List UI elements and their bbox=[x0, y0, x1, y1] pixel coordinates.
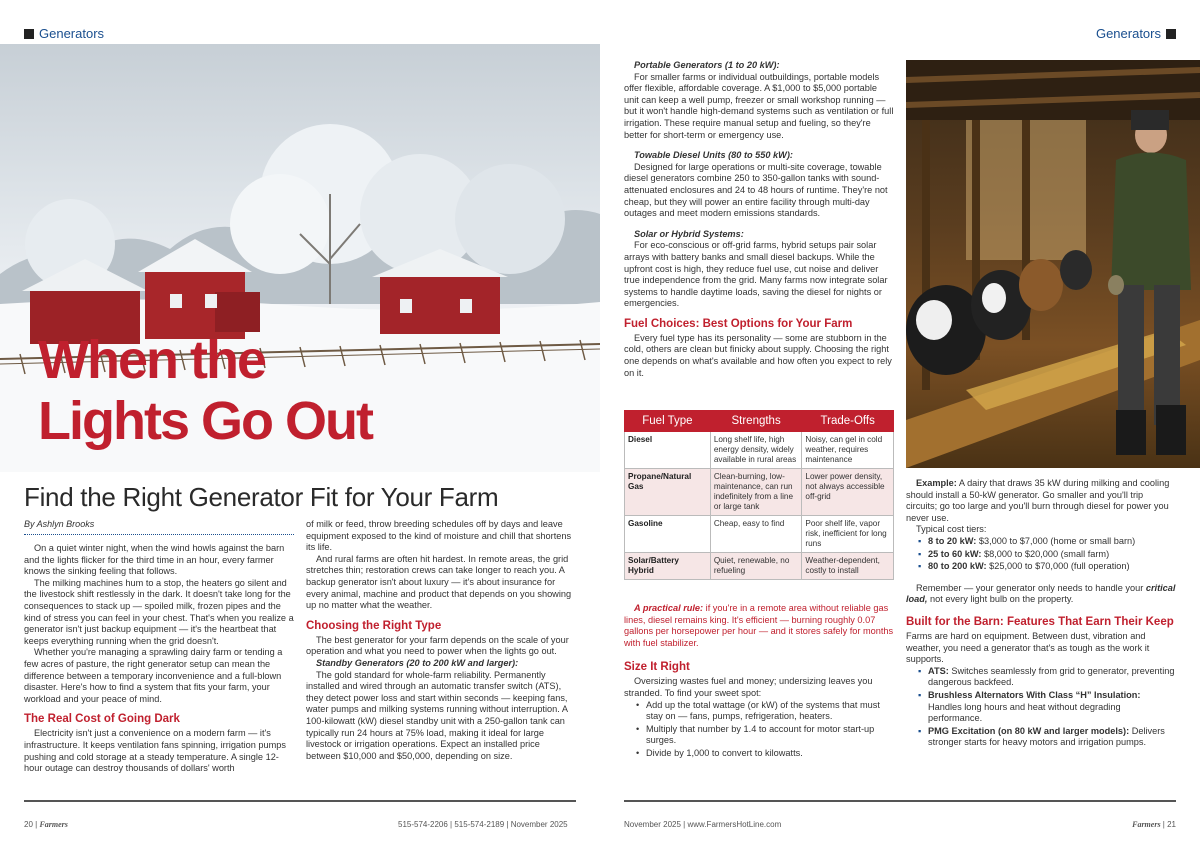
bottom-rule-left bbox=[24, 800, 576, 802]
table-cell: Cheap, easy to find bbox=[710, 516, 802, 553]
feature-value: Handles long hours and heat without degrading performance. bbox=[928, 701, 1121, 724]
paragraph: On a quiet winter night, when the wind howls against the barn and the lights flicker for the third time in an hour, every farmer knows the sinking feeling that follows. bbox=[24, 543, 285, 577]
section-tag-left bbox=[24, 26, 104, 41]
remember-text-a: Remember — your generator only needs to handle your bbox=[916, 582, 1146, 593]
list-item bbox=[918, 536, 1176, 548]
right-column-1b bbox=[624, 603, 894, 761]
size-steps-list bbox=[636, 700, 894, 760]
table-cell: Quiet, renewable, no refueling bbox=[710, 553, 802, 580]
table-header: Trade-Offs bbox=[802, 411, 894, 432]
feature-label: ATS: bbox=[928, 665, 949, 676]
example-paragraph bbox=[906, 478, 1176, 524]
right-column-2 bbox=[906, 478, 1176, 750]
paragraph: The best generator for your farm depends on the scale of your operation and what you need to power when the lights go out. bbox=[306, 634, 569, 657]
heading-real-cost: The Real Cost of Going Dark bbox=[24, 713, 180, 726]
tier-label: 25 to 60 kW: bbox=[928, 548, 982, 559]
paragraph: Typical cost tiers: bbox=[916, 524, 987, 535]
table-row bbox=[625, 553, 894, 580]
paragraph: The gold standard for whole-farm reliability. Permanently installed and wired through an automatic transfer switch (ATS), they detect power loss and start within seconds — keeping fans, water pumps and milking systems running without interruption. A 100-kilowatt (kW) diesel standby unit with a 250-gallon tank can typically run 24 hours at 75% load, making it ideal for large livestock or irrigation operations. Expect an installed price between $10,000 and $50,000, depending on size. bbox=[306, 669, 568, 761]
feature-label: PMG Excitation (on 80 kW and larger models): bbox=[928, 725, 1130, 736]
table-header: Strengths bbox=[710, 411, 802, 432]
paragraph: Every fuel type has its personality — some are stubborn in the cold, others are clean but finicky about supply. Choosing the right one depends on what's available and how often you expect to rely on it. bbox=[624, 332, 892, 378]
practical-rule bbox=[624, 603, 894, 649]
table-row bbox=[625, 432, 894, 469]
article-subtitle: Find the Right Generator Fit for Your Farm bbox=[24, 482, 499, 512]
table-cell: Poor shelf life, vapor risk, inefficient for long runs bbox=[802, 516, 894, 553]
list-item bbox=[918, 561, 1176, 573]
tier-label: 8 to 20 kW: bbox=[928, 535, 977, 546]
table-cell: Diesel bbox=[625, 432, 711, 469]
table-header: Fuel Type bbox=[625, 411, 711, 432]
list-item bbox=[918, 666, 1176, 689]
table-cell: Noisy, can gel in cold weather, requires maintenance bbox=[802, 432, 894, 469]
headline bbox=[38, 330, 372, 452]
square-icon bbox=[1166, 29, 1176, 39]
table-cell: Gasoline bbox=[625, 516, 711, 553]
list-item: • Multiply that number by 1.4 to account for motor start-up surges. bbox=[636, 724, 894, 747]
barn-photo bbox=[906, 60, 1200, 468]
left-column-2 bbox=[306, 519, 576, 762]
remember-paragraph bbox=[906, 583, 1176, 606]
subheading-portable: Portable Generators (1 to 20 kW): bbox=[634, 60, 780, 70]
paragraph: Farms are hard on equipment. Between dust, vibration and weather, you need a generator that's as tough as the work it supports. bbox=[906, 630, 1150, 665]
fuel-comparison-table bbox=[624, 410, 894, 580]
footer-left: 20 | Farmers bbox=[24, 820, 68, 829]
page-number: 21 bbox=[1167, 820, 1176, 829]
bottom-rule-right bbox=[624, 800, 1176, 802]
practical-rule-text: if you're in a remote area without reliable gas lines, diesel remains king. It's efficient — burning roughly 0.07 gallons per horsepower per hour — and it stores safely for months with fuel stabilizer. bbox=[624, 603, 894, 648]
paragraph: For eco-conscious or off-grid farms, hybrid setups pair solar arrays with battery banks and small diesel backups. While the upfront cost is high, they reduce fuel use, cut noise and deliver true independence from the grid. Many farms now integrate solar systems to handle daytime loads, saving the diesel for nights or emergencies. bbox=[624, 240, 888, 309]
remember-text-c: not every light bulb on the property. bbox=[927, 594, 1074, 605]
subheading-standby: Standby Generators (20 to 200 kW and larger): bbox=[316, 657, 519, 668]
table-cell: Lower power density, not always accessible off-grid bbox=[802, 469, 894, 516]
feature-value: Delivers stronger starts for heavy motors and irrigation pumps. bbox=[928, 725, 1165, 748]
paragraph: Whether you're managing a sprawling dairy farm or tending a few acres of pasture, the right generator setup can mean the difference between a temporary inconvenience and a full-blown disaster. Here's how to find a system that fits your farm, your workload and your peace of mind. bbox=[24, 647, 283, 704]
list-item bbox=[918, 690, 1176, 725]
headline-line-1: When the bbox=[38, 330, 265, 390]
table-row bbox=[625, 469, 894, 516]
cost-tiers-list bbox=[918, 536, 1176, 573]
paragraph: of milk or feed, throw breeding schedules off by days and leave equipment exposed to the kind of moisture and chill that shortens its life. bbox=[306, 519, 572, 553]
page-number: 20 bbox=[24, 820, 33, 829]
subheading-towable: Towable Diesel Units (80 to 550 kW): bbox=[634, 150, 793, 161]
footer-right-contact: November 2025 | www.FarmersHotLine.com bbox=[624, 820, 782, 829]
paragraph: And rural farms are often hit hardest. In remote areas, the grid stretches thin; restoration crews can take longer to reach you. A backup generator isn't about luxury — it's about insurance for every animal, machine and product that depends on you showing up no matter what the weather. bbox=[306, 553, 572, 611]
brand-logo: Farmers bbox=[1132, 820, 1161, 829]
subheading-solar: Solar or Hybrid Systems: bbox=[634, 228, 744, 239]
paragraph: The milking machines hum to a stop, the heaters go silent and the livestock shift restlessly in the dark. It doesn't take long for the consequences to stack up — spoiled milk, frozen pipes and the kind of stress you can feel in your chest. That's when you realize a generator isn't just backup equipment — it's the heartbeat that keeps everything running when the grid doesn't. bbox=[24, 577, 294, 646]
practical-rule-label: A practical rule: bbox=[634, 603, 704, 613]
heading-built-for-barn: Built for the Barn: Features That Earn Their Keep bbox=[906, 615, 1174, 628]
heading-size-it-right: Size It Right bbox=[624, 661, 690, 674]
square-icon bbox=[24, 29, 34, 39]
table-cell: Propane/Natural Gas bbox=[625, 469, 711, 516]
example-label: Example: bbox=[916, 478, 957, 488]
features-list bbox=[918, 666, 1176, 749]
section-tag-label: Generators bbox=[1095, 26, 1161, 41]
tier-value: $8,000 to $20,000 (small farm) bbox=[981, 548, 1110, 559]
example-text: A dairy that draws 35 kW during milking and cooling should install a 50-kW generator. Go smaller and you'll trip circuits; go too large and you'll burn through diesel for power you never use. bbox=[906, 478, 1170, 523]
list-item: • Add up the total wattage (or kW) of the systems that must stay on — fans, pumps, refrigeration, heaters. bbox=[636, 700, 894, 723]
left-column-1 bbox=[24, 543, 294, 775]
paragraph: Designed for large operations or multi-site coverage, towable diesel generators combine 250 to 350-gallon tanks with sound-attenuated enclosures and 24 to 48 hours of runtime. They're not cheap, but they will power an entire facility through multi-day outages and meet modern emissions standards. bbox=[624, 161, 888, 219]
table-cell: Weather-dependent, costly to install bbox=[802, 553, 894, 580]
table-cell: Solar/Battery Hybrid bbox=[625, 553, 711, 580]
tier-value: $3,000 to $7,000 (home or small barn) bbox=[976, 535, 1136, 546]
section-tag-right bbox=[1096, 26, 1176, 41]
list-item: • Divide by 1,000 to convert to kilowatts. bbox=[636, 748, 894, 760]
byline: By Ashlyn Brooks bbox=[24, 519, 95, 529]
table-row bbox=[625, 516, 894, 553]
brand-logo: Farmers bbox=[39, 820, 68, 829]
list-item bbox=[918, 549, 1176, 561]
heading-choosing-type: Choosing the Right Type bbox=[306, 619, 442, 632]
heading-fuel-choices: Fuel Choices: Best Options for Your Farm bbox=[624, 317, 853, 330]
table-header-row bbox=[625, 411, 894, 432]
section-tag-label: Generators bbox=[39, 26, 105, 41]
table-cell: Clean-burning, low-maintenance, can run indefinitely from a line or large tank bbox=[710, 469, 802, 516]
tier-value: $25,000 to $70,000 (full operation) bbox=[986, 561, 1130, 572]
tier-label: 80 to 200 kW: bbox=[928, 561, 987, 572]
footer-right: Farmers | 21 bbox=[1132, 820, 1176, 829]
right-column-1 bbox=[624, 60, 894, 379]
list-item bbox=[918, 726, 1176, 749]
paragraph: Electricity isn't just a convenience on a modern farm — it's infrastructure. It keeps ventilation fans spinning, irrigation pumps pushing and cold storage at a steady temperature. A single 12-hour outage can destroy thousands of dollars' worth bbox=[24, 728, 286, 774]
barn-illustration bbox=[906, 60, 1200, 468]
footer-left-contact: 515-574-2206 | 515-574-2189 | November 2025 bbox=[398, 820, 568, 829]
table-cell: Long shelf life, high energy density, widely available in rural areas bbox=[710, 432, 802, 469]
feature-label: Brushless Alternators With Class “H” Insulation: bbox=[928, 689, 1141, 700]
paragraph: Oversizing wastes fuel and money; undersizing leaves you stranded. To find your sweet spot: bbox=[624, 676, 873, 698]
remember-emphasis: critical load, bbox=[906, 582, 1176, 605]
paragraph: For smaller farms or individual outbuildings, portable models offer flexible, affordable coverage. A $1,000 to $5,000 portable unit can keep a well pump, freezer or small workshop running — but it won't handle high-demand systems such as ventilation or full irrigation. These require manual setup and fueling, so they're better for short-term or emergency use. bbox=[624, 71, 894, 140]
feature-value: Switches seamlessly from grid to generator, preventing dangerous backfeed. bbox=[928, 665, 1175, 688]
dotted-divider bbox=[24, 534, 294, 535]
headline-line-2: Lights Go Out bbox=[38, 391, 372, 451]
